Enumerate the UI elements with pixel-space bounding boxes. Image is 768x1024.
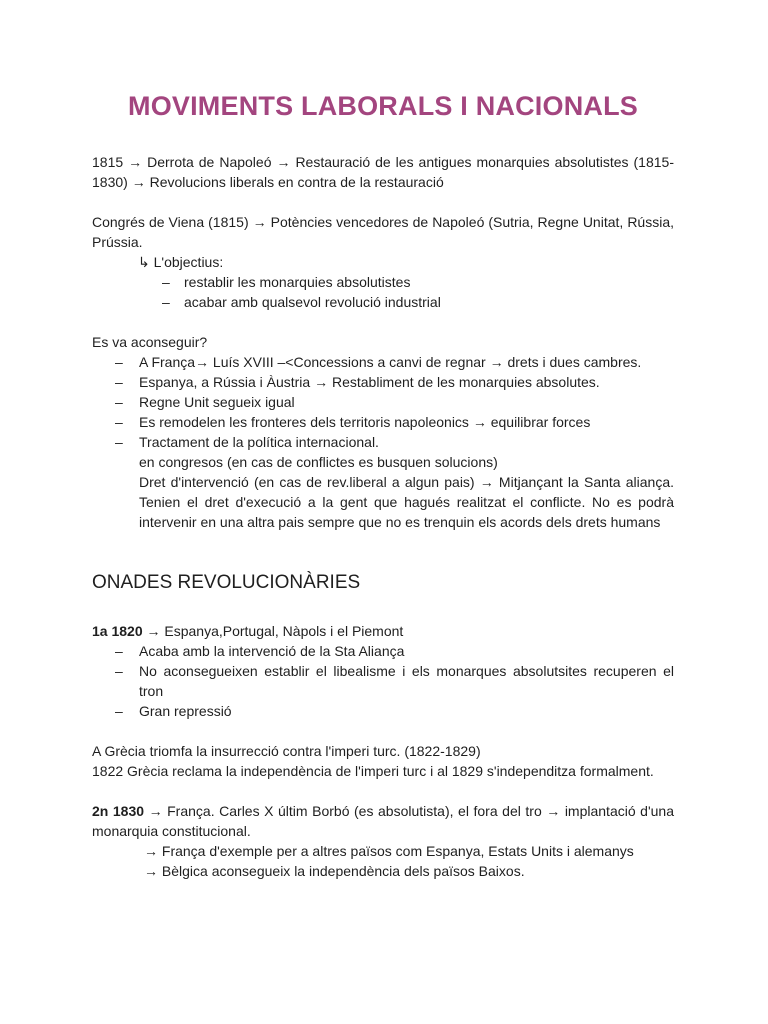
- list-item: [92, 352, 674, 372]
- objectiu-text: restablir les monarquies absolutistes: [184, 274, 411, 290]
- list-item-text: Espanya, a Rússia i Àustria → Restabliment de les monarquies absolutes.: [139, 374, 600, 390]
- list-item-text: A França→ Luís XVIII –<Concessions a canvi de regnar → drets i dues cambres.: [139, 354, 642, 370]
- dash-marker: –: [115, 434, 123, 450]
- intro-paragraph: 1815 → Derrota de Napoleó → Restauració de les antigues monarquies absolutistes (1815-1830) → Revolucions liberals en contra de la restauració: [92, 154, 674, 190]
- dash-marker: –: [115, 374, 123, 390]
- list-item: [92, 432, 674, 452]
- wave-2-paragraph: [92, 801, 674, 841]
- list-item: [92, 661, 674, 701]
- wave-2-sub: → França d'exemple per a altres països com Espanya, Estats Units i alemanys: [144, 843, 634, 859]
- aconseguir-heading: Es va aconseguir?: [92, 334, 208, 350]
- list-item: [92, 701, 674, 721]
- wave-1-text: → Espanya,Portugal, Nàpols i el Piemont: [142, 623, 404, 639]
- list-item: [92, 412, 674, 432]
- dash-marker: –: [115, 414, 123, 430]
- document-page: [92, 86, 674, 881]
- list-item: [92, 641, 674, 661]
- list-item-text: Tractament de la política internacional.: [139, 434, 379, 450]
- section-heading: ONADES REVOLUCIONÀRIES: [92, 572, 361, 593]
- dash-marker: –: [115, 643, 123, 659]
- list-item-text: Acaba amb la intervenció de la Sta Aliança: [139, 643, 405, 659]
- objectiu-item: [92, 272, 674, 292]
- objectiu-text: acabar amb qualsevol revolució industrial: [184, 294, 441, 310]
- dash-marker: –: [115, 703, 123, 719]
- dash-marker: –: [115, 394, 123, 410]
- dash-marker: –: [162, 274, 170, 290]
- list-continuation: en congresos (en cas de conflictes es busquen solucions): [139, 454, 498, 470]
- objectiu-item: [92, 292, 674, 312]
- grecia-line: 1822 Grècia reclama la independència de l'imperi turc i al 1829 s'independitza formalment.: [92, 763, 654, 779]
- list-item: [92, 392, 674, 412]
- page-title: MOVIMENTS LABORALS I NACIONALS: [128, 91, 638, 121]
- wave-2-text: → França. Carles X últim Borbó (es absolutista), el fora del tro → implantació d'una monarquia constitucional.: [92, 803, 674, 839]
- dash-marker: –: [115, 663, 123, 679]
- list-item-text: Gran repressió: [139, 703, 232, 719]
- wave-1-label: 1a 1820: [92, 623, 143, 639]
- list-item-text: Es remodelen les fronteres dels territoris napoleonics → equilibrar forces: [139, 414, 591, 430]
- list-item-text: No aconsegueixen establir el libealisme i els monarques absolutsites recuperen el tron: [139, 663, 674, 699]
- wave-2-label: 2n 1830: [92, 803, 145, 819]
- objectius-label: ↳ L'objectius:: [138, 254, 224, 270]
- list-continuation: Dret d'intervenció (en cas de rev.liberal a algun pais) → Mitjançant la Santa aliança. Tenien el dret d'execució a la gent que hagués realitzat el conflicte. No es podrà intervenir en una altra pais sempre que no es trenquin els acords dels drets humans: [139, 474, 674, 530]
- grecia-line: A Grècia triomfa la insurrecció contra l'imperi turc. (1822-1829): [92, 743, 481, 759]
- dash-marker: –: [115, 354, 123, 370]
- wave-1-paragraph: [92, 621, 674, 641]
- list-item-text: Regne Unit segueix igual: [139, 394, 295, 410]
- congres-paragraph: Congrés de Viena (1815) → Potències vencedores de Napoleó (Sutria, Regne Unitat, Rússia, Prússia.: [92, 214, 674, 250]
- wave-2-sub: → Bèlgica aconsegueix la independència dels països Baixos.: [144, 863, 525, 879]
- list-item: [92, 372, 674, 392]
- dash-marker: –: [162, 294, 170, 310]
